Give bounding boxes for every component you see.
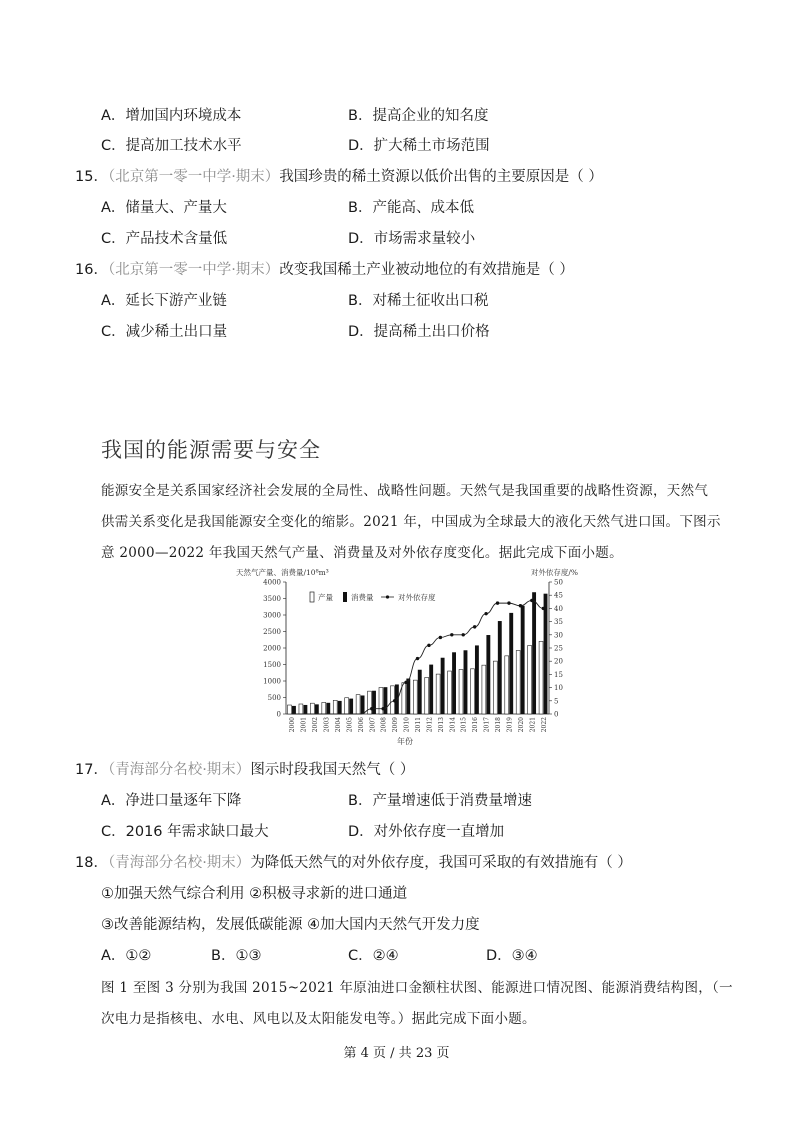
q16-stem: 改变我国稀土产业被动地位的有效措施是（ ）: [279, 262, 574, 278]
q15-stem-line: [75, 165, 603, 186]
point-dependency: [530, 599, 533, 602]
bar-consumption: [406, 679, 410, 714]
point-dependency: [507, 601, 510, 604]
point-dependency: [473, 625, 476, 628]
point-dependency: [404, 681, 407, 684]
chart-y2-tick-label: 5: [554, 697, 559, 706]
legend-label-production: 产量: [318, 593, 333, 602]
chart-y-tick-label: 4000: [263, 578, 281, 587]
legend-label-consumption: 消费量: [351, 593, 374, 602]
q16-source: （北京第一零一中学·期末）: [107, 262, 280, 278]
point-dependency: [484, 612, 487, 615]
chart-y2-tick-label: 30: [554, 631, 563, 640]
chart-x-tick-label: 2007: [369, 717, 377, 733]
page-footer: 第 4 页 / 共 23 页: [343, 1046, 450, 1061]
chart-x-tick-label: 2018: [495, 717, 503, 733]
point-dependency: [370, 707, 373, 710]
bar-production: [459, 670, 463, 714]
bar-production: [310, 703, 314, 714]
chart-y-tick-label: 500: [267, 694, 281, 702]
chart-y-tick-label: 2000: [263, 644, 281, 653]
q15-option-d: D．市场需求量较小: [348, 231, 476, 247]
chart-x-tick-label: 2001: [300, 717, 308, 733]
q14-option-b: B．提高企业的知名度: [348, 108, 489, 124]
q18-source: （青海部分名校·期末）: [107, 855, 251, 871]
bar-production: [448, 671, 452, 714]
chart-y2-tick-label: 40: [554, 604, 563, 613]
q15-number: 15．: [75, 169, 108, 185]
legend-marker-dependency: [386, 595, 389, 598]
chart-x-tick-label: 2013: [437, 717, 445, 733]
q17-stem: 图示时段我国天然气（ ）: [250, 762, 415, 778]
q15-source: （北京第一零一中学·期末）: [107, 169, 280, 185]
chart-x-tick-label: 2006: [357, 717, 365, 733]
q18-number: 18．: [75, 855, 108, 871]
chart-y2-tick-label: 35: [554, 618, 563, 627]
bar-production: [482, 665, 486, 714]
chart-y2-tick-label: 15: [554, 670, 563, 679]
chart-y-axis-label: 天然气产量、消费量/10⁸m³: [236, 568, 329, 577]
q18-stem-line: [75, 851, 632, 872]
chart-x-tick-label: 2008: [380, 717, 388, 733]
q18-statements-1: ①加强天然气综合利用 ②积极寻求新的进口通道: [101, 886, 408, 902]
chart-legend: [310, 592, 436, 602]
chart-x-tick-label: 2010: [403, 717, 411, 733]
bar-consumption: [441, 658, 445, 714]
chart-y2-tick-label: 20: [554, 657, 563, 666]
q14-option-d: D．扩大稀土市场范围: [348, 138, 490, 154]
chart-y-tick-label: 2500: [263, 628, 281, 636]
q15-option-c: C．产品技术含量低: [101, 231, 228, 247]
point-dependency: [427, 644, 430, 647]
q14-option-c: C．提高加工技术水平: [101, 138, 242, 154]
bar-production: [299, 704, 303, 714]
point-dependency: [519, 604, 522, 607]
chart-x-tick-label: 2020: [517, 717, 525, 733]
chart-x-tick-label: 2000: [289, 717, 297, 733]
bar-consumption: [326, 703, 330, 714]
chart-x-tick-label: 2019: [506, 717, 514, 733]
chart-x-tick-label: 2012: [426, 717, 434, 733]
q17-option-a: A．净进口量逐年下降: [101, 793, 242, 809]
q18-option-d: D．③④: [486, 948, 538, 964]
bar-production: [322, 702, 326, 714]
section-intro-line-1: 能源安全是关系国家经济社会发展的全局性、战略性问题。天然气是我国重要的战略性资源，天然气: [101, 483, 709, 499]
q15-stem: 我国珍贵的稀土资源以低价出售的主要原因是（ ）: [279, 169, 603, 185]
q15-option-a: A．储量大、产量大: [101, 200, 227, 216]
q17-source: （青海部分名校·期末）: [107, 762, 251, 778]
bar-production: [288, 705, 292, 714]
q18-option-a: A．①②: [101, 948, 152, 964]
q16-option-c: C．减少稀土出口量: [101, 324, 228, 340]
bar-production: [368, 691, 372, 714]
chart-x-tick-label: 2002: [312, 717, 320, 733]
chart-x-tick-label: 2022: [540, 717, 548, 733]
point-dependency: [450, 633, 453, 636]
bar-production: [436, 674, 440, 714]
gas-chart-svg: [230, 566, 580, 746]
bar-consumption: [452, 652, 456, 714]
bar-consumption: [349, 699, 353, 714]
chart-x-tick-label: 2015: [460, 717, 468, 733]
bar-consumption: [315, 704, 319, 714]
point-dependency: [462, 633, 465, 636]
chart-x-tick-label: 2021: [529, 717, 537, 733]
chart-x-tick-label: 2014: [449, 717, 457, 733]
bar-consumption: [521, 606, 525, 714]
q18-option-c: C．②④: [348, 948, 399, 964]
bar-consumption: [475, 645, 479, 714]
bar-production: [356, 695, 360, 714]
bar-production: [528, 645, 532, 714]
q17-number: 17．: [75, 762, 108, 778]
chart-y2-tick-label: 50: [554, 578, 563, 587]
bar-consumption: [292, 706, 296, 714]
bar-consumption: [532, 592, 536, 714]
q18-statements-2: ③改善能源结构，发展低碳能源 ④加大国内天然气开发力度: [101, 917, 480, 933]
chart-x-tick-label: 2017: [483, 717, 491, 733]
bar-consumption: [464, 650, 468, 714]
q16-option-b: B．对稀土征收出口税: [348, 293, 489, 309]
chart-y2-tick-label: 10: [554, 684, 563, 693]
bar-production: [470, 669, 474, 714]
point-dependency: [393, 699, 396, 702]
bar-production: [413, 680, 417, 714]
point-dependency: [439, 636, 442, 639]
q16-option-d: D．提高稀土出口价格: [348, 324, 490, 340]
section-intro-line-2: 供需关系变化是我国能源安全变化的缩影。2021 年，中国成为全球最大的液化天然气进口国。下图示: [101, 514, 721, 530]
chart-x-tick-label: 2005: [346, 717, 354, 733]
chart-y2-tick-label: 45: [554, 591, 563, 600]
q17-option-d: D．对外依存度一直增加: [348, 824, 505, 840]
chart-x-tick-label: 2003: [323, 717, 331, 733]
chart-y-tick-label: 3500: [263, 595, 281, 603]
chart-y2-tick-label: 25: [554, 644, 563, 653]
point-dependency: [542, 607, 545, 610]
bar-consumption: [303, 705, 307, 714]
chart-y2-tick-label: 0: [554, 710, 559, 719]
bar-consumption: [418, 670, 422, 714]
bar-consumption: [429, 665, 433, 714]
bar-production: [333, 700, 337, 714]
next-intro-line-1: 图 1 至图 3 分别为我国 2015~2021 年原油进口金额柱状图、能源进口情况图、能源消费结构图，（一: [101, 980, 733, 996]
bar-production: [402, 683, 406, 714]
bar-production: [425, 678, 429, 714]
q14-option-a: A．增加国内环境成本: [101, 108, 242, 124]
chart-y-tick-label: 3000: [263, 611, 281, 620]
q17-stem-line: [75, 758, 414, 779]
bar-consumption: [372, 691, 376, 714]
q18-stem: 为降低天然气的对外依存度，我国可采取的有效措施有（ ）: [250, 855, 632, 871]
legend-swatch-production: [310, 592, 314, 602]
bar-consumption: [498, 621, 502, 714]
point-dependency: [496, 601, 499, 604]
q17-option-b: B．产量增速低于消费量增速: [348, 793, 532, 809]
bar-production: [505, 656, 509, 714]
chart-y2-axis-label: 对外依存度/%: [530, 568, 578, 577]
gas-chart: [230, 566, 580, 746]
chart-x-tick-label: 2009: [392, 717, 400, 733]
q17-option-c: C．2016 年需求缺口最大: [101, 824, 269, 840]
q16-option-a: A．延长下游产业链: [101, 293, 227, 309]
bar-production: [345, 698, 349, 714]
legend-swatch-consumption: [343, 592, 347, 602]
chart-y-tick-label: 0: [276, 710, 281, 719]
q16-number: 16．: [75, 262, 108, 278]
bar-production: [539, 641, 543, 714]
chart-y-tick-label: 1000: [263, 677, 281, 686]
bar-consumption: [338, 701, 342, 714]
bar-production: [493, 661, 497, 714]
chart-x-tick-label: 2004: [334, 717, 342, 733]
point-dependency: [416, 657, 419, 660]
q15-option-b: B．产能高、成本低: [348, 200, 474, 216]
chart-x-tick-label: 2011: [415, 717, 422, 733]
q18-option-b: B．①③: [211, 948, 262, 964]
section-intro-line-3: 意 2000—2022 年我国天然气产量、消费量及对外依存度变化。据此完成下面小题。: [101, 545, 623, 561]
bar-consumption: [544, 594, 548, 714]
section-title: 我国的能源需要与安全: [101, 438, 321, 462]
bar-consumption: [361, 695, 365, 714]
chart-x-axis-label: 年份: [397, 737, 413, 746]
bar-consumption: [509, 613, 513, 714]
point-dependency: [381, 707, 384, 710]
bar-production: [516, 650, 520, 714]
q16-stem-line: [75, 258, 574, 279]
chart-y-tick-label: 1500: [263, 661, 281, 669]
legend-label-dependency: 对外依存度: [398, 593, 436, 602]
chart-x-tick-label: 2016: [472, 717, 480, 733]
bar-consumption: [486, 635, 490, 714]
next-intro-line-2: 次电力是指核电、水电、风电以及太阳能发电等。）据此完成下面小题。: [101, 1011, 536, 1027]
